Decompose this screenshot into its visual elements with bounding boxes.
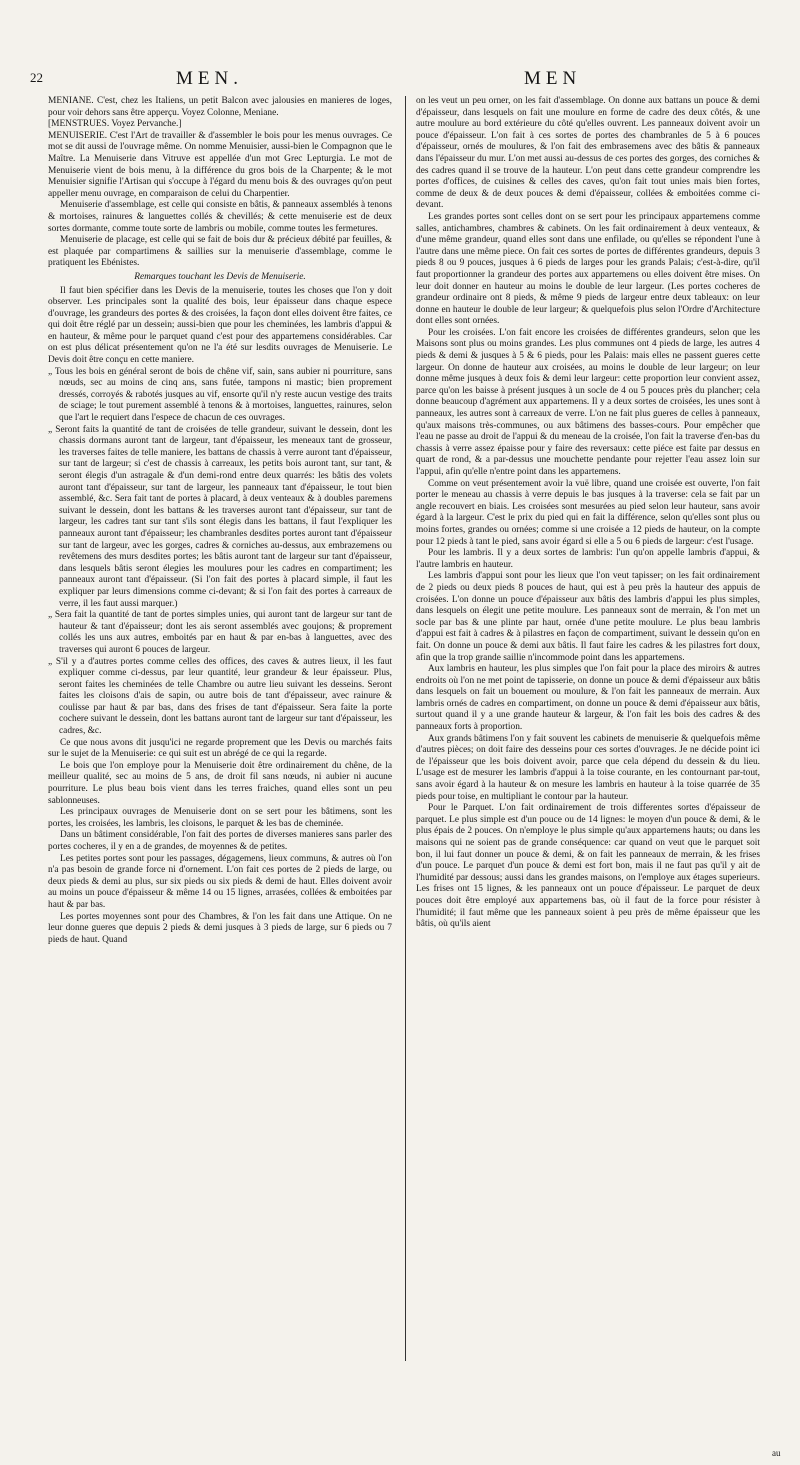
paragraph: „ S'il y a d'autres portes comme celles des offices, des caves & autres lieux, il les faut expliquer comme ci-dessus, par leur quantité, leur grandeur & leur épaisseur. Plus, seront faites les cheminées de telle Chambre ou autre lieu suivant les desseins. Seront faites les cloisons d'ais de sapin, ou autre bois de tant d'épaisseur, avec rainure & coulisse par haut & par bas, dans des frises de tant d'épaisseur. Sera faite la porte cochere suivant le dessein, dont les battans auront tant de largeur sur tant d'épaisseur, les cadres, &c. <box>48 656 392 737</box>
running-head-left: MEN. <box>176 68 243 89</box>
paragraph: MENUISERIE. C'est l'Art de travailler & d'assembler le bois pour les menus ouvrages. Ce mot se dit aussi de l'ouvrage même. On nomme Menuisier, aussi-bien le Compagnon que le Maître. La Menuiserie dans Vitruve est appellée d'un mot Grec Lepturgia. Le mot de Menuiserie vient de bois menu, à la différence du gros bois de la Charpente; & le mot Menuisier signifie l'Artisan qui s'occupe à l'égard du menu bois & des ouvrages qu'on peut appeller menu ouvrage, en comparaison de celui du Charpentier. <box>48 130 392 199</box>
paragraph: Menuiserie de placage, est celle qui se fait de bois dur & précieux débité par feuilles, & est plaquée par compartimens & saillies sur la menuiserie d'assemblage, comme le pratiquent les Ebénistes. <box>48 235 392 269</box>
paragraph: Il faut bien spécifier dans les Devis de la menuiserie, toutes les choses que l'on y doit observer. Les principales sont la qualité des bois, leur épaisseur dans chaque espece d'ouvrage, les grandeurs des portes & des croisées, la façon dont elles doivent être faites, ce qui doit être réglé par un dessein; aussi-bien que pour les cheminées, les lambris d'appui & en hauteur, & même pour le parquet quand c'est pour des appartemens considérables. Car on est plus délicat présentement qu'on ne l'a été sur lesdits ouvrages de Menuiserie. Le Devis doit être conçu en cette maniere. <box>48 285 392 366</box>
paragraph: Ce que nous avons dit jusqu'ici ne regarde proprement que les Devis ou marchés faits sur le sujet de la Menuiserie: ce qui suit est un abrégé de ce qui la regarde. <box>48 737 392 760</box>
paragraph: „ Tous les bois en général seront de bois de chêne vif, sain, sans aubier ni pourriture, sans nœuds, sec au moins de cinq ans, sans futée, tampons ni mastic; bien proprement dressés, corroyés & rabotés jusques au vif, ensorte qu'il n'y reste aucun vestige des traits de sciage; le tout purement assemblé à tenons & à mortoises, languettes, rainures, selon que l'art le requiert dans l'espece de chacun de ces ouvrages. <box>48 366 392 424</box>
paragraph: Pour les croisées. L'on fait encore les croisées de différentes grandeurs, selon que les Maisons sont plus ou moins grandes. Les plus communes ont 4 pieds de large, les autres 4 pieds & demi & jusques à 5 & 6 pieds, pour les Palais: mais elles ne passent gueres cette largeur. On donne de hauteur aux croisées, au moins le double de leur largeur; on leur donne même jusques à deux fois & demi leur largeur: cette proportion leur convient assez, parce qu'on les baisse à présent jusques à un socle de 4 ou 5 pouces près du plancher; cela donne beaucoup d'agrément aux appartemens. Il y a deux sortes de croisées, les unes sont à panneaux, les autres sont à carreaux de verre. L'on ne fait plus gueres de celles à panneaux, qu'aux maisons très-communes, ou aux bâtimens des basses-cours. Pour empêcher que l'eau ne passe au droit de l'appui & du meneau de la croisée, l'on fait la traverse d'en-bas du chassis à verre assez épaisse pour y faire des reversaux: cette piéce est faite par dessus en quart de rond, & a par-dessus une mouchette pendante pour rejetter l'eau assez loin sur l'appui, afin qu'elle n'entre point dans les appartemens. <box>416 327 760 477</box>
column-divider <box>405 96 406 1361</box>
paragraph: „ Seront faits la quantité de tant de croisées de telle grandeur, suivant le dessein, dont les chassis dormans auront tant de largeur, tant d'épaisseur, les meneaux tant de grosseur, les traverses faites de telle maniere, les battans de chassis à verre auront tant d'épaisseur, sur tant de largeur; si c'est de chassis à carreaux, les petits bois auront tant, sur tant, & seront élegis d'un astragale & d'un demi-rond entre deux quarrés: les bâtis des volets auront tant d'épaisseur, sur tant de largeur, les panneaux tant d'épaisseur, le tout bien assemblé, &c. Sera fait tant de portes à placard, à deux venteaux & à doubles paremens suivant le dessein, dont les battans & les traverses auront tant d'épaisseur, sur tant de largeur, les cadres tant sur tant s'ils sont élegis dans les battans, il faut l'expliquer les panneaux auront tant d'épaisseur; les chambranles desdites portes auront tant d'épaisseur sur tant de largeur, avec les gorges, cadres & corniches au-dessus, aux embrazemens ou revêtemens des murs desdites portes; les bâtis auront tant de largeur sur tant d'épaisseur, dans lesquels bâtis seront élegies les moulures pour les cadres en compartiment; les panneaux auront tant d'épaisseur. (Si l'on fait des portes à placard simple, il faut les expliquer par leurs dimensions comme ci-devant; & si l'on fait des portes à carreaux de verre, il les faut aussi marquer.) <box>48 424 392 609</box>
paragraph: Les principaux ouvrages de Menuiserie dont on se sert pour les bâtimens, sont les portes, les croisées, les lambris, les cloisons, le parquet & les bas de cheminée. <box>48 807 392 829</box>
paragraph: on les veut un peu orner, on les fait d'assemblage. On donne aux battans un pouce & demi d'épaisseur, dans lesquels on fait une moulure en forme de cadre des deux côtés, & une autre moulure au bord extérieure du côté qu'elles ouvrent. Les panneaux doivent avoir un pouce d'épaisseur. L'on fait à ces sortes de portes des chambranles de 5 à 6 pouces d'épaisseur, ornés de moulures, & l'on fait des embrasemens avec des bâtis & panneaux dans l'épaisseur du mur. L'on met aussi au-dessus de ces portes des gorges, des corniches & des cadres quand il se trouve de la hauteur. L'on peut dans cette grandeur comprendre les portes d'offices, de cuisines & celles des caves, qu'on fait tout unies mais bien fortes, comme de deux & de deux pouces & demi d'épaisseur, collées & emboitées comme ci-devant. <box>416 96 760 211</box>
paragraph: Les lambris d'appui sont pour les lieux que l'on veut tapisser; on les fait ordinairement de 2 pieds ou deux pieds 8 pouces de haut, qui est à peu près la hauteur des appuis de croisées. L'on donne un pouce d'épaisseur aux bâtis des lambris d'appui les plus simples, dans lesquels on élegit une petite moulure. Les panneaux sont de merrain, & l'on met un socle par bas & une plinte par haut, ornée d'une petite moulure. Le plus beau lambris d'appui est fait à cadres & à pilastres en façon de compartiment, suivant le dessein qu'on en fait. On donne un pouce & demi aux bâtis. Il faut faire les cadres & les pilastres fort doux, afin que la trop grande saillie n'incommode point dans les appartemens. <box>416 571 760 663</box>
paragraph: [MENSTRUES. Voyez Pervanche.] <box>48 119 182 130</box>
right-column <box>416 96 760 1444</box>
section-heading: Remarques touchant les Devis de Menuiserie. <box>134 271 306 282</box>
left-column <box>48 96 392 1444</box>
page-number: 22 <box>30 70 43 85</box>
paragraph: Les grandes portes sont celles dont on se sert pour les principaux appartemens comme salles, antichambres, chambres & cabinets. On les fait ordinairement à deux venteaux, & d'une même grandeur, quand elles sont dans une enfilade, ou qu'elles se répondent l'une à l'autre dans une même piece. On fait ces sortes de portes de différentes grandeurs, depuis 3 pieds 8 ou 9 pouces, jusques à 6 pieds de larges pour les grands Palais; c'est-à-dire, qu'il faut proportionner la grandeur des portes aux appartemens ou elles doivent être mises. On leur doit donner en hauteur au moins le double de leur largeur. (Les portes cocheres de grandeur ordinaire ont 8 pieds, & même 9 pieds de largeur entre deux tableaux: on leur donne en hauteur le double de leur largeur; & quelquefois plus selon l'Ordre d'Architecture dont elles sont ornées. <box>416 211 760 327</box>
paragraph: Menuiserie d'assemblage, est celle qui consiste en bâtis, & panneaux assemblés à tenons & mortoises, rainures & languettes collés & chevillés; & cette menuiserie est de deux sortes dormante, comme toute sorte de lambris ou mobile, comme toutes les fermetures. <box>48 200 392 234</box>
paragraph: Pour les lambris. Il y a deux sortes de lambris: l'un qu'on appelle lambris d'appui, & l'autre lambris en hauteur. <box>416 548 760 570</box>
running-head-right: MEN <box>524 68 582 89</box>
paragraph: Dans un bâtiment considérable, l'on fait des portes de diverses manieres sans parler des portes cocheres, il y en a de grandes, de moyennes & de petites. <box>48 830 392 852</box>
catchword: au <box>772 1448 781 1458</box>
paragraph: Le bois que l'on employe pour la Menuiserie doit être ordinairement du chêne, de la meilleur qualité, sec au moins de 5 ans, de droit fil sans nœuds, ni aubier ni aucune pourriture. Le plus beau bois vient dans les terres fraiches, quand elles sont un peu sablonneuses. <box>48 760 392 806</box>
paragraph: Pour le Parquet. L'on fait ordinairement de trois differentes sortes d'épaisseur de parquet. Le plus simple est d'un pouce ou de 14 lignes: le moyen d'un pouce & demi, & le plus épais de 2 pouces. On n'employe le plus simple qu'aux appartemens hauts; ou dans les maisons qui ne soient pas de grande conséquence: car quand on veut que le parquet soit bon, il lui faut donner un pouce & demi, & on fait les panneaux de merrain, & les frises d'un pouce. Le parquet d'un pouce & demi est fort bon, mais il ne faut pas qu'il y ait de l'humidité par dessous; aussi dans les grandes maisons, on l'employe aux étages superieurs. Les frises ont 15 lignes, & les panneaux ont un pouce d'épaisseur. Le parquet de deux pouces doit être employé aux appartemens bas, où il faut de la force pour résister à l'humidité; il faut même que les panneaux soient à peu près de même épaisseur que les bâtis, où qu'ils aient <box>416 803 760 930</box>
page-header <box>0 68 800 92</box>
paragraph: Comme on veut présentement avoir la vuë libre, quand une croisée est ouverte, l'on fait porter le meneau au chassis à verre depuis le bas jusques à la traverse: cela se fait par un angle recouvert en biais. Les croisées sont mesurées au pied selon leur hauteur, sans avoir égard à la largeur. C'est le prix du pied qui en fait la différence, selon qu'elles sont plus ou moins fortes, grandes ou ornées; comme si une croisée a 12 pieds de hauteur, on la compte pour 12 pieds à tant le pied, sans avoir égard si elle a 5 ou 6 pieds de largeur: c'est l'usage. <box>416 478 760 547</box>
paragraph: Aux lambris en hauteur, les plus simples que l'on fait pour la place des miroirs & autres endroits où l'on ne met point de tapisserie, on donne un pouce & demi d'épaisseur aux bâtis dans lesquels on fait un bouement ou moulure, & l'on fait les panneaux de merrain. Aux lambris ornés de cadres en compartiment, on donne un pouce & demi d'épaisseur aux bâtis, surtout quand il y a une grande hauteur & largeur, & l'on fait les bois des cadres & des panneaux forts à proportion. <box>416 664 760 733</box>
paragraph: Les portes moyennes sont pour des Chambres, & l'on les fait dans une Attique. On ne leur donne gueres que depuis 2 pieds & demi jusques à 3 pieds de large, sur 6 pieds ou 7 pieds de haut. Quand <box>48 911 392 945</box>
paragraph: MENIANE. C'est, chez les Italiens, un petit Balcon avec jalousies en manieres de loges, pour voir dehors sans être apperçu. Voyez Colonne, Meniane. <box>48 96 392 118</box>
paragraph: „ Sera fait la quantité de tant de portes simples unies, qui auront tant de largeur sur tant de hauteur & tant d'épaisseur; dont les ais seront assemblés avec goujons; & proprement collés les uns aux autres, emboités par en haut & par en-bas à languettes, avec des traverses qui auront 6 pouces de largeur. <box>48 610 392 655</box>
paragraph: Aux grands bâtimens l'on y fait souvent les cabinets de menuiserie & quelquefois même d'autres pièces; on doit faire des desseins pour ces sortes d'ouvrages. Je ne décide point ici de l'épaisseur que les bois doivent avoir, parce que cela dépend du dessein & du lieu. L'usage est de mesurer les lambris d'appui à la toise courante, en les contournant par-tout, sans avoir égard à la hauteur & on mesure les lambris en hauteur à la toise quarrée de 35 pieds pour toise, en multipliant le contour par la hauteur. <box>416 733 760 802</box>
paragraph: Les petites portes sont pour les passages, dégagemens, lieux communs, & autres où l'on n'a pas besoin de grande force ni d'ornement. L'on fait ces portes de 2 pieds de large, ou deux pieds & demi au plus, sur six pieds ou six pieds & demi de haut. Elles doivent avoir au moins un pouce d'épaisseur & même 14 ou 15 lignes, arrasées, collées & emboitées par haut & par bas. <box>48 853 392 910</box>
